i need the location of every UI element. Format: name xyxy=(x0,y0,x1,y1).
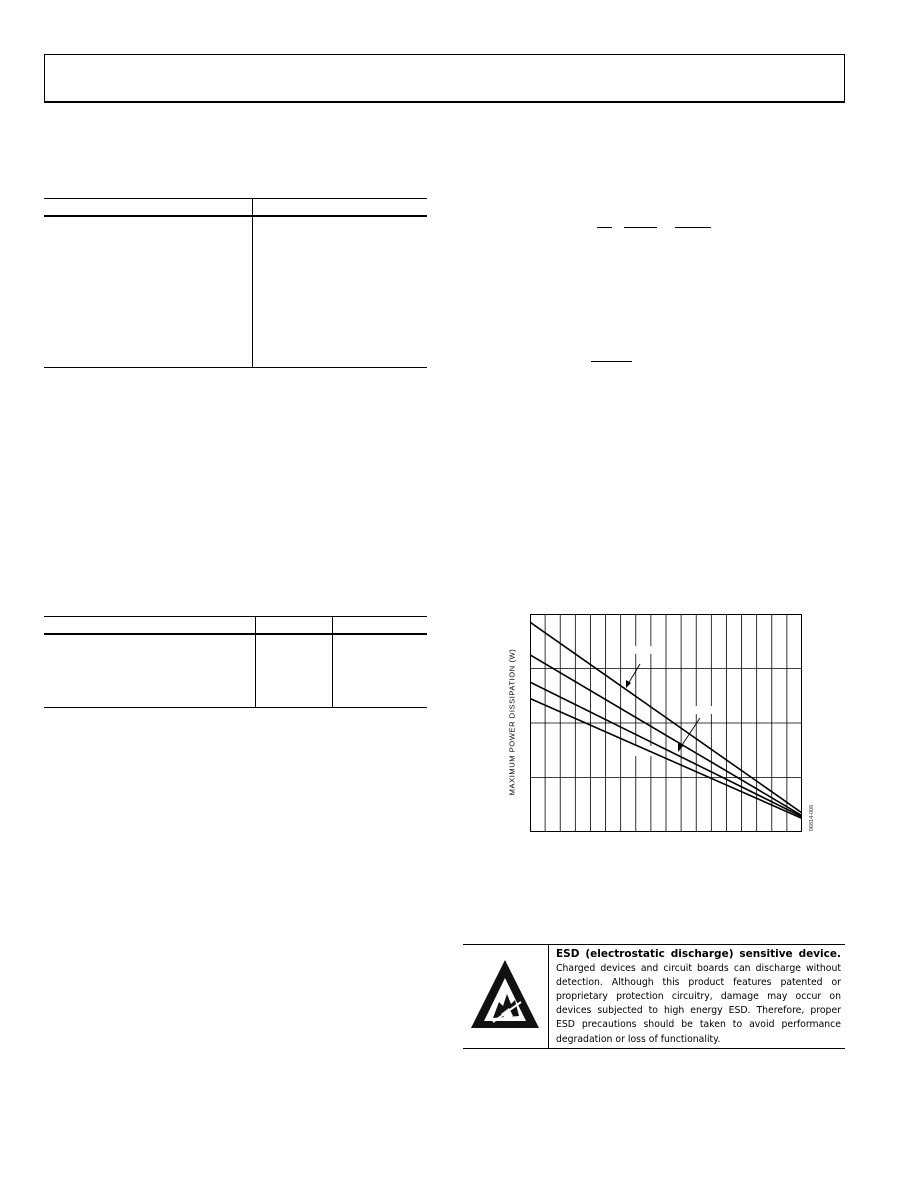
fraction-bar xyxy=(597,227,612,228)
fraction-bar xyxy=(624,227,657,228)
table-1-header-rule xyxy=(44,215,427,217)
label-area xyxy=(622,646,652,654)
annotation-arrow xyxy=(628,664,640,684)
esd-notice xyxy=(463,944,845,1050)
annotation-arrow xyxy=(680,718,700,748)
page-header-frame xyxy=(44,54,845,103)
table-2-top-rule xyxy=(44,616,427,617)
table-2-bottom-rule xyxy=(44,707,427,708)
fraction-bar xyxy=(591,361,632,362)
table-1-top-rule xyxy=(44,198,427,199)
label-area xyxy=(688,706,716,714)
fraction-bar xyxy=(675,227,711,228)
figure-id: 06814-006 xyxy=(809,804,815,831)
esd-body: Charged devices and circuit boards can discharge without detection. Although this product features patented or proprietary protection circuitry, damage may occur on devices subjected to high energy ESD. Therefore, proper ESD precautions should be taken to avoid performance degradation or loss of functionality. xyxy=(556,963,841,1045)
arrowhead xyxy=(626,680,631,688)
esd-warning-icon xyxy=(463,944,547,1048)
esd-divider xyxy=(548,944,549,1049)
power-dissipation-chart xyxy=(530,614,802,832)
esd-bottom-rule xyxy=(463,1048,845,1049)
esd-text-block xyxy=(556,947,841,1047)
table-1-column-divider xyxy=(252,198,253,367)
table-2-header-rule xyxy=(44,633,427,635)
chart-y-axis-label: MAXIMUM POWER DISSIPATION (W) xyxy=(507,648,517,796)
table-2-column-divider-1 xyxy=(255,616,256,708)
table-2-column-divider-2 xyxy=(332,616,333,708)
table-1-bottom-rule xyxy=(44,367,427,368)
esd-title: ESD (electrostatic discharge) sensitive device. xyxy=(556,948,841,960)
chart-grid xyxy=(530,614,802,832)
